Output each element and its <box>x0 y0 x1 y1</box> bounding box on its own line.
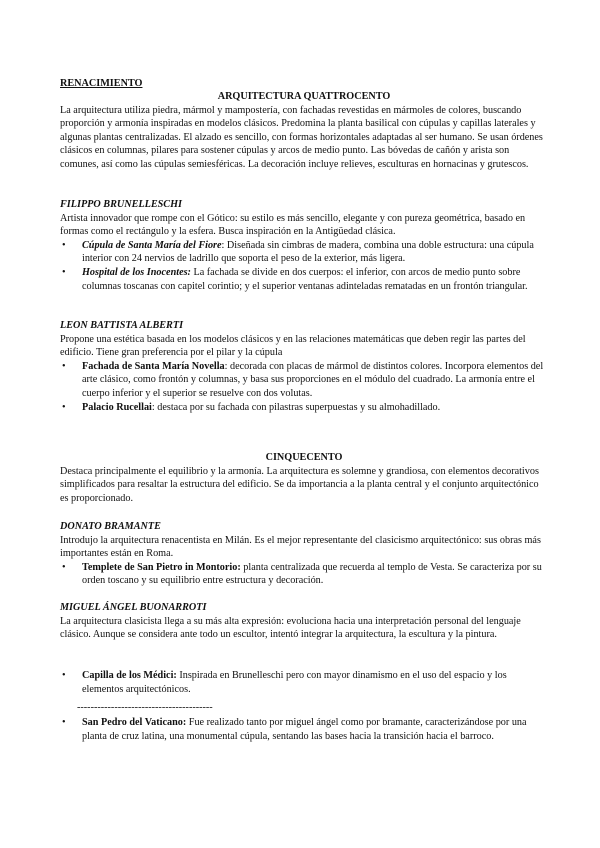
list-item <box>60 669 548 696</box>
works-list <box>60 239 548 293</box>
paragraph: Artista innovador que rompe con el Gótico: su estilo es más sencillo, elegante y con pureza geométrica, basado en formas como el rectángulo y la esfera. Busca inspiración en la Antigüedad clásica. <box>60 212 526 238</box>
list-item <box>60 239 548 266</box>
section-brunelleschi <box>60 198 548 293</box>
work-text: : decorada con placas de mármol de distintos colores. Incorpora elementos del arte clásico, como frontón y columnas, y basa sus proporciones en el módulo del cuadrado. La armonía entre el cuerpo inferior y el superior se resuelve con dos volutas. <box>82 360 544 399</box>
work-text: La fachada se divide en dos cuerpos: el inferior, con arcos de medio punto sobre columnas toscanas con capitel corintio; y el superior ventanas adinteladas rematadas en un frontón triangular. <box>82 266 528 292</box>
author-name: MIGUEL ÁNGEL BUONARROTI <box>60 602 207 613</box>
section-buonarroti-works-2 <box>60 716 548 743</box>
list-item <box>60 401 548 415</box>
work-title: Capilla de los Médici: <box>82 670 177 681</box>
list-item <box>60 266 548 293</box>
author-name: DONATO BRAMANTE <box>60 521 161 532</box>
work-text: Inspirada en Brunelleschi pero con mayor dinamismo en el uso del espacio y los elementos arquitectónicos. <box>82 670 507 695</box>
bullet-icon: • <box>62 239 66 251</box>
paragraph: Introdujo la arquitectura renacentista en Milán. Es el mejor representante del clasicismo arquitectónico: sus obras más importantes están en Roma. <box>60 534 541 560</box>
title-text: RENACIMIENTO <box>60 78 143 89</box>
bullet-icon: • <box>62 670 66 681</box>
list-item <box>60 716 548 743</box>
section-heading: CINQUECENTO <box>265 452 343 463</box>
document-title <box>60 77 548 91</box>
work-title: Palacio Rucellai <box>82 401 152 413</box>
bullet-icon: • <box>62 360 66 372</box>
works-list <box>60 360 548 414</box>
work-title: Templete de San Pietro in Montorio: <box>82 561 241 573</box>
works-list <box>60 716 548 743</box>
section-alberti <box>60 319 548 414</box>
works-list <box>60 669 548 696</box>
paragraph: La arquitectura utiliza piedra, mármol y mampostería, con fachadas revestidas en mármoles de colores, buscando proporción y armonía inspiradas en modelos clásicos. Predomina la planta basilical con cúpulas y capillas laterales y algunas plantas centralizadas. El alzado es sencillo, con formas horizontales adaptadas al ser humano. Se usan órdenes clásicos en columnas, pilares para sostener cúpulas y arcos de medio punto. Las bóvedas de cañón y arista son comunes, así como las cúpulas semiesféricas. La decoración incluye relieves, esculturas en hornacinas y grutescos. <box>60 104 543 170</box>
author-name: LEON BATTISTA ALBERTI <box>60 320 184 331</box>
author-name: FILIPPO BRUNELLESCHI <box>60 199 182 210</box>
work-text: : destaca por su fachada con pilastras superpuestas y su almohadillado. <box>151 401 441 413</box>
section-cinquecento <box>60 451 548 505</box>
separator-text: ---------------------------------------- <box>77 702 213 713</box>
bullet-icon: • <box>62 561 66 573</box>
paragraph: La arquitectura clasicista llega a su más alta expresión: evoluciona hacia una interpretación personal del lenguaje clásico. Aunque se considera ante todo un escultor, intentó integrar la arquitectura, la escultura y la pintura. <box>60 615 521 641</box>
work-title: San Pedro del Vaticano: <box>82 717 187 728</box>
section-heading: ARQUITECTURA QUATTROCENTO <box>217 91 391 102</box>
section-bramante <box>60 520 548 588</box>
work-title: Cúpula de Santa María del Fiore <box>82 239 222 251</box>
paragraph: Propone una estética basada en los modelos clásicos y en las relaciones matemáticas que deben regir las partes del edificio. Tiene gran preferencia por el pilar y la cúpula <box>60 333 526 359</box>
works-list <box>60 561 548 588</box>
work-title: Fachada de Santa María Novella <box>82 360 225 372</box>
separator-line <box>77 701 377 715</box>
work-text: planta centralizada que recuerda al templo de Vesta. Se caracteriza por su orden toscano y su equilibrio entre estructura y decoración. <box>82 561 542 587</box>
work-text: Fue realizado tanto por miguel ángel como por bramante, caracterizándose por una planta de cruz latina, una monumental cúpula, sentando las bases hacia la transición hacia el barroco. <box>82 717 527 742</box>
work-text: : Diseñada sin cimbras de madera, combina una doble estructura: una cúpula interior con 24 nervios de ladrillo que soporta el peso de la exterior, más ligera. <box>82 239 534 265</box>
list-item <box>60 360 548 401</box>
paragraph: Destaca principalmente el equilibrio y la armonía. La arquitectura es solemne y grandiosa, con elementos decorativos simplificados para resaltar la estructura del edificio. Se da importancia a la planta central y el conjunto arquitectónico es proporcionado. <box>60 465 539 504</box>
bullet-icon: • <box>62 401 66 413</box>
section-quattrocento <box>60 90 548 172</box>
section-buonarroti <box>60 601 548 642</box>
bullet-icon: • <box>62 266 66 278</box>
work-title: Hospital de los Inocentes: <box>82 266 191 278</box>
bullet-icon: • <box>62 717 66 728</box>
section-buonarroti-works <box>60 669 548 696</box>
list-item <box>60 561 548 588</box>
